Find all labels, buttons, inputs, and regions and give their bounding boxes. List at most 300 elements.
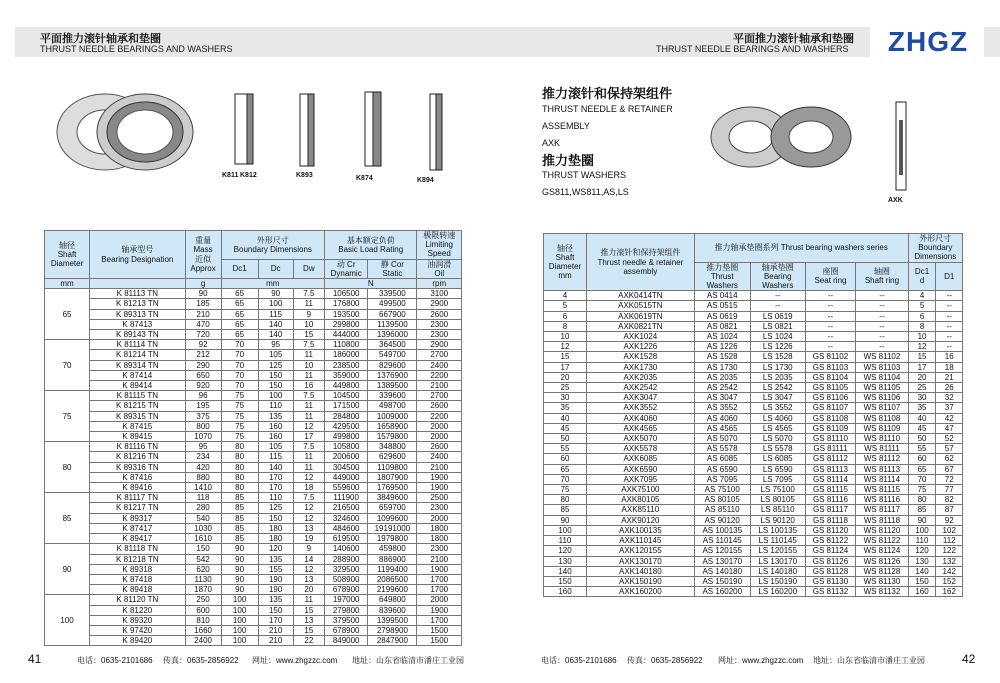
table-cell: GS 81120	[805, 525, 856, 535]
table-cell: 26	[936, 383, 963, 393]
table-cell: GS 81132	[805, 587, 856, 597]
table-row	[544, 383, 963, 393]
table-cell: WS 81112	[856, 454, 908, 464]
table-cell: AS 7095	[694, 474, 750, 484]
table-cell: WS 81114	[856, 474, 908, 484]
table-cell: K 89316 TN	[90, 462, 185, 472]
table-cell: 35	[908, 403, 936, 413]
table-cell: K 89416	[90, 483, 185, 493]
table-cell: 1610	[185, 534, 221, 544]
table-row	[45, 432, 462, 442]
rcol-d1: D1	[936, 262, 963, 291]
table-cell: AS 120155	[694, 546, 750, 556]
table-cell: 5	[908, 301, 936, 311]
table-cell: K 89315 TN	[90, 411, 185, 421]
table-cell: 25	[908, 383, 936, 393]
table-cell: 70	[221, 381, 258, 391]
table-cell: 1030	[185, 523, 221, 533]
col-mass: 重量 Mass 近似 Approx	[185, 231, 221, 279]
table-cell: WS 81109	[856, 423, 908, 433]
table-cell: 498700	[368, 401, 417, 411]
table-cell: WS 81111	[856, 444, 908, 454]
table-cell: GS 81112	[805, 454, 856, 464]
table-cell: 667900	[368, 309, 417, 319]
table-cell: 1399500	[368, 615, 417, 625]
table-row	[544, 362, 963, 372]
table-cell: --	[936, 301, 963, 311]
table-row	[544, 474, 963, 484]
shaft-cell: 85	[45, 493, 90, 544]
table-cell: K 89414	[90, 381, 185, 391]
table-cell: LS 110145	[750, 536, 805, 546]
table-cell: 85	[221, 493, 258, 503]
left-bearing-table	[44, 230, 462, 646]
table-cell: WS 81122	[856, 536, 908, 546]
table-cell: GS 81126	[805, 556, 856, 566]
table-cell: --	[805, 291, 856, 301]
table-cell: 720	[185, 330, 221, 340]
rcol-assembly: 推力滚针和保持架组件 Thrust needle & retainer assembly	[586, 234, 694, 291]
table-cell: GS 81116	[805, 495, 856, 505]
table-cell: LS 160200	[750, 587, 805, 597]
table-cell: 886900	[368, 554, 417, 564]
table-row	[45, 370, 462, 380]
table-cell: 50	[908, 434, 936, 444]
table-cell: 55	[544, 444, 587, 454]
table-row	[544, 556, 963, 566]
footer-fax-right: 传真：0635-2856922	[627, 656, 703, 665]
table-cell: 2000	[417, 595, 462, 605]
table-cell: 484600	[324, 523, 367, 533]
rcol-shaftring: 轴圈 Shaft ring	[856, 262, 908, 291]
table-cell: 150	[258, 370, 293, 380]
table-cell: GS 81106	[805, 393, 856, 403]
table-cell: AS 90120	[694, 515, 750, 525]
table-cell: 1199400	[368, 564, 417, 574]
table-cell: 45	[908, 423, 936, 433]
table-cell: AS 0414	[694, 291, 750, 301]
table-cell: K 81117 TN	[90, 493, 185, 503]
table-cell: 2847900	[368, 636, 417, 646]
table-cell: 120	[258, 544, 293, 554]
table-cell: 25	[544, 383, 587, 393]
table-cell: WS 81124	[856, 546, 908, 556]
table-cell: 2798900	[368, 625, 417, 635]
table-cell: AXK75100	[586, 485, 694, 495]
table-cell: 284800	[324, 411, 367, 421]
unit-cell	[90, 279, 185, 289]
left-header-en: THRUST NEEDLE BEARINGS AND WASHERS	[40, 44, 233, 54]
table-cell: LS 130170	[750, 556, 805, 566]
table-cell: 12	[293, 513, 324, 523]
table-cell: 810	[185, 615, 221, 625]
table-cell: 100	[908, 525, 936, 535]
table-cell: 80	[544, 495, 587, 505]
table-cell: 2000	[417, 432, 462, 442]
table-cell: 170	[258, 472, 293, 482]
table-cell: 40	[544, 413, 587, 423]
table-cell: GS 81104	[805, 372, 856, 382]
table-cell: 65	[221, 289, 258, 299]
table-cell: GS 81108	[805, 413, 856, 423]
table-cell: 11	[293, 411, 324, 421]
table-cell: 100	[221, 615, 258, 625]
table-cell: 82	[936, 495, 963, 505]
table-cell: AXK1226	[586, 342, 694, 352]
shaft-cell: 70	[45, 340, 90, 391]
table-row	[45, 360, 462, 370]
table-cell: 85	[908, 505, 936, 515]
left-header-cn: 平面推力滚针轴承和垫圈	[40, 33, 161, 45]
washers-title-en: THRUST WASHERS	[542, 170, 627, 180]
table-cell: AS 100135	[694, 525, 750, 535]
table-cell: K 89320	[90, 615, 185, 625]
table-cell: WS 81103	[856, 362, 908, 372]
table-cell: 1700	[417, 574, 462, 584]
table-cell: 299800	[324, 319, 367, 329]
table-cell: LS 140180	[750, 566, 805, 576]
table-cell: LS 6085	[750, 454, 805, 464]
table-row	[45, 411, 462, 421]
table-cell: 110	[258, 401, 293, 411]
table-cell: K 81120 TN	[90, 595, 185, 605]
table-cell: K 87415	[90, 421, 185, 431]
table-cell: 11	[293, 350, 324, 360]
table-cell: K 89318	[90, 564, 185, 574]
table-cell: 1070	[185, 432, 221, 442]
footer-addr-left: 地址：山东省临清市潘庄工业园	[352, 656, 464, 665]
unit-cell: N	[324, 279, 416, 289]
table-cell: WS 81128	[856, 566, 908, 576]
table-cell: 90	[221, 574, 258, 584]
table-cell: WS 81113	[856, 464, 908, 474]
table-cell: 75	[221, 421, 258, 431]
table-cell: GS 81109	[805, 423, 856, 433]
col-load: 基本额定负荷 Basic Load Rating	[324, 231, 416, 260]
table-cell: AS 75100	[694, 485, 750, 495]
table-cell: 122	[936, 546, 963, 556]
table-cell: 120	[908, 546, 936, 556]
table-cell: 2600	[417, 401, 462, 411]
table-cell: 1109800	[368, 462, 417, 472]
table-cell: WS 81106	[856, 393, 908, 403]
table-cell: 1396000	[368, 330, 417, 340]
table-cell: 62	[936, 454, 963, 464]
table-cell: 210	[258, 625, 293, 635]
table-cell: 155	[258, 564, 293, 574]
table-cell: 678900	[324, 625, 367, 635]
table-cell: 210	[185, 309, 221, 319]
table-cell: 140	[908, 566, 936, 576]
bearing-photo-left	[50, 90, 200, 175]
table-cell: AXK5070	[586, 434, 694, 444]
table-cell: 234	[185, 452, 221, 462]
table-cell: AS 140180	[694, 566, 750, 576]
table-cell: 324600	[324, 513, 367, 523]
table-cell: 4	[908, 291, 936, 301]
table-cell: 135	[258, 554, 293, 564]
table-cell: 140	[258, 319, 293, 329]
table-cell: 16	[936, 352, 963, 362]
table-cell: K 81115 TN	[90, 391, 185, 401]
table-cell: 1807900	[368, 472, 417, 482]
table-cell: AS 110145	[694, 536, 750, 546]
table-cell: 72	[936, 474, 963, 484]
table-row	[544, 536, 963, 546]
table-row	[45, 299, 462, 309]
table-cell: 120	[544, 546, 587, 556]
table-cell: 2000	[417, 421, 462, 431]
table-cell: 150	[544, 576, 587, 586]
shaft-cell: 65	[45, 289, 90, 340]
table-cell: 279800	[324, 605, 367, 615]
table-cell: 87	[936, 505, 963, 515]
table-cell: GS 81114	[805, 474, 856, 484]
table-cell: 1900	[417, 564, 462, 574]
table-cell: 65	[544, 464, 587, 474]
table-cell: 111900	[324, 493, 367, 503]
table-cell: 559600	[324, 483, 367, 493]
table-cell: LS 3552	[750, 403, 805, 413]
table-cell: AXK0515TN	[586, 301, 694, 311]
table-row	[45, 452, 462, 462]
table-cell: WS 81120	[856, 525, 908, 535]
table-cell: 348800	[368, 442, 417, 452]
table-cell: AXK1528	[586, 352, 694, 362]
table-cell: 11	[293, 370, 324, 380]
table-cell: 75	[221, 401, 258, 411]
table-cell: LS 5578	[750, 444, 805, 454]
table-cell: 10	[544, 332, 587, 342]
rcol-bd: 外形尺寸 Boundary Dimensions	[908, 234, 962, 263]
table-cell: 105	[258, 350, 293, 360]
rcol-series: 推力轴承垫圈系列 Thrust bearing washers series	[694, 234, 908, 263]
table-cell: --	[856, 321, 908, 331]
table-row	[544, 352, 963, 362]
table-cell: K 89417	[90, 534, 185, 544]
bearing-section-drawings	[205, 72, 465, 187]
table-row	[45, 523, 462, 533]
table-row	[45, 534, 462, 544]
table-cell: AS 150190	[694, 576, 750, 586]
table-cell: 30	[908, 393, 936, 403]
table-row	[544, 291, 963, 301]
table-cell: AS 3552	[694, 403, 750, 413]
unit-cell: g	[185, 279, 221, 289]
table-cell: K 97420	[90, 625, 185, 635]
table-cell: 1700	[417, 585, 462, 595]
table-cell: AS 2542	[694, 383, 750, 393]
table-cell: AS 1226	[694, 342, 750, 352]
table-cell: WS 81132	[856, 587, 908, 597]
table-cell: --	[856, 332, 908, 342]
table-row	[45, 636, 462, 646]
table-cell: 100	[258, 391, 293, 401]
table-cell: GS 81102	[805, 352, 856, 362]
table-cell: 11	[293, 462, 324, 472]
assembly-title-en2: ASSEMBLY	[542, 121, 590, 131]
table-cell: AS 1528	[694, 352, 750, 362]
table-cell: 7.5	[293, 340, 324, 350]
table-cell: 75	[221, 391, 258, 401]
axk-diagram	[706, 92, 946, 207]
table-cell: LS 90120	[750, 515, 805, 525]
table-cell: 15	[293, 330, 324, 340]
table-cell: 85	[221, 523, 258, 533]
table-cell: 649800	[368, 595, 417, 605]
table-cell: 160	[258, 421, 293, 431]
table-cell: 339600	[368, 391, 417, 401]
footer-tel-left: 电话：0635-2101686	[77, 656, 153, 665]
shaft-cell: 80	[45, 442, 90, 493]
table-cell: 499800	[324, 432, 367, 442]
col-oil: 油润滑 Oil	[417, 259, 462, 278]
table-cell: 50	[544, 434, 587, 444]
table-cell: 104500	[324, 391, 367, 401]
footer-addr-right: 地址：山东省临清市潘庄工业园	[813, 656, 925, 665]
table-cell: LS 100135	[750, 525, 805, 535]
table-cell: 6	[544, 311, 587, 321]
table-cell: 20	[544, 372, 587, 382]
table-cell: LS 85110	[750, 505, 805, 515]
table-cell: LS 1226	[750, 342, 805, 352]
table-cell: 171500	[324, 401, 367, 411]
table-cell: 92	[185, 340, 221, 350]
table-cell: K 87416	[90, 472, 185, 482]
table-cell: 2400	[417, 360, 462, 370]
table-cell: 100	[544, 525, 587, 535]
table-cell: 70	[221, 350, 258, 360]
table-cell: 100	[221, 595, 258, 605]
table-cell: 70	[221, 340, 258, 350]
table-cell: 10	[293, 319, 324, 329]
table-cell: 210	[258, 636, 293, 646]
table-cell: LS 120155	[750, 546, 805, 556]
table-cell: 77	[936, 485, 963, 495]
table-cell: WS 81105	[856, 383, 908, 393]
table-row	[544, 301, 963, 311]
table-cell: 80	[221, 483, 258, 493]
table-row	[45, 585, 462, 595]
table-cell: 2000	[417, 513, 462, 523]
table-cell: AXK0821TN	[586, 321, 694, 331]
table-cell: 152	[936, 576, 963, 586]
table-cell: --	[805, 311, 856, 321]
footer-fax-left: 传真：0635-2856922	[163, 656, 239, 665]
table-cell: --	[936, 311, 963, 321]
table-cell: 11	[293, 595, 324, 605]
table-cell: 2300	[417, 330, 462, 340]
table-cell: 65	[221, 319, 258, 329]
table-cell: 42	[936, 413, 963, 423]
table-cell: 6	[908, 311, 936, 321]
table-cell: AS 5070	[694, 434, 750, 444]
table-cell: 180	[258, 523, 293, 533]
table-cell: K 81113 TN	[90, 289, 185, 299]
table-cell: 115	[258, 452, 293, 462]
table-cell: K 87413	[90, 319, 185, 329]
label-k894: K894	[417, 177, 434, 184]
table-cell: LS 4565	[750, 423, 805, 433]
table-cell: --	[856, 301, 908, 311]
table-cell: GS 81111	[805, 444, 856, 454]
table-cell: 75	[221, 411, 258, 421]
table-cell: 449800	[324, 381, 367, 391]
table-cell: 20	[293, 585, 324, 595]
table-cell: 176800	[324, 299, 367, 309]
table-row	[45, 391, 462, 401]
table-cell: 1800	[417, 523, 462, 533]
table-cell: 1139500	[368, 319, 417, 329]
table-cell: 1700	[417, 615, 462, 625]
label-axk: AXK	[888, 197, 903, 204]
table-row	[544, 566, 963, 576]
table-cell: 12	[293, 564, 324, 574]
table-cell: 100	[221, 605, 258, 615]
table-cell: K 89313 TN	[90, 309, 185, 319]
table-cell: GS 81103	[805, 362, 856, 372]
table-cell: 90	[185, 289, 221, 299]
label-k811: K811	[222, 172, 239, 179]
table-cell: 1900	[417, 605, 462, 615]
table-cell: AXK7095	[586, 474, 694, 484]
table-cell: 429500	[324, 421, 367, 431]
table-row	[45, 483, 462, 493]
table-cell: 8	[908, 321, 936, 331]
table-cell: 95	[185, 442, 221, 452]
table-cell: 1130	[185, 574, 221, 584]
table-cell: AXK150190	[586, 576, 694, 586]
table-cell: 19	[293, 534, 324, 544]
table-cell: WS 81115	[856, 485, 908, 495]
table-cell: 21	[936, 372, 963, 382]
table-row	[544, 464, 963, 474]
table-cell: 200600	[324, 452, 367, 462]
table-cell: 10	[908, 332, 936, 342]
table-cell: AXK85110	[586, 505, 694, 515]
table-cell: 8	[544, 321, 587, 331]
table-cell: 90	[544, 515, 587, 525]
table-cell: 839600	[368, 605, 417, 615]
table-cell: 160	[908, 587, 936, 597]
table-row	[45, 544, 462, 554]
table-cell: 85	[221, 513, 258, 523]
right-header-en: THRUST NEEDLE BEARINGS AND WASHERS	[656, 44, 849, 54]
table-row	[45, 503, 462, 513]
table-cell: K 89317	[90, 513, 185, 523]
table-cell: 135	[258, 595, 293, 605]
table-cell: 2100	[417, 554, 462, 564]
table-cell: 880	[185, 472, 221, 482]
footer-web-left: 网址：www.zhgzzc.com	[252, 656, 338, 665]
table-cell: --	[856, 342, 908, 352]
table-cell: 619500	[324, 534, 367, 544]
unit-cell: mm	[45, 279, 90, 289]
table-cell: LS 1528	[750, 352, 805, 362]
table-cell: 186000	[324, 350, 367, 360]
table-row	[45, 625, 462, 635]
table-cell: 32	[936, 393, 963, 403]
table-cell: 1389500	[368, 381, 417, 391]
table-cell: AXK1730	[586, 362, 694, 372]
table-cell: 18	[293, 483, 324, 493]
table-cell: 212	[185, 350, 221, 360]
table-row	[544, 587, 963, 597]
table-row	[544, 444, 963, 454]
table-cell: K 89314 TN	[90, 360, 185, 370]
table-cell: 90	[221, 564, 258, 574]
table-cell: 12	[293, 472, 324, 482]
